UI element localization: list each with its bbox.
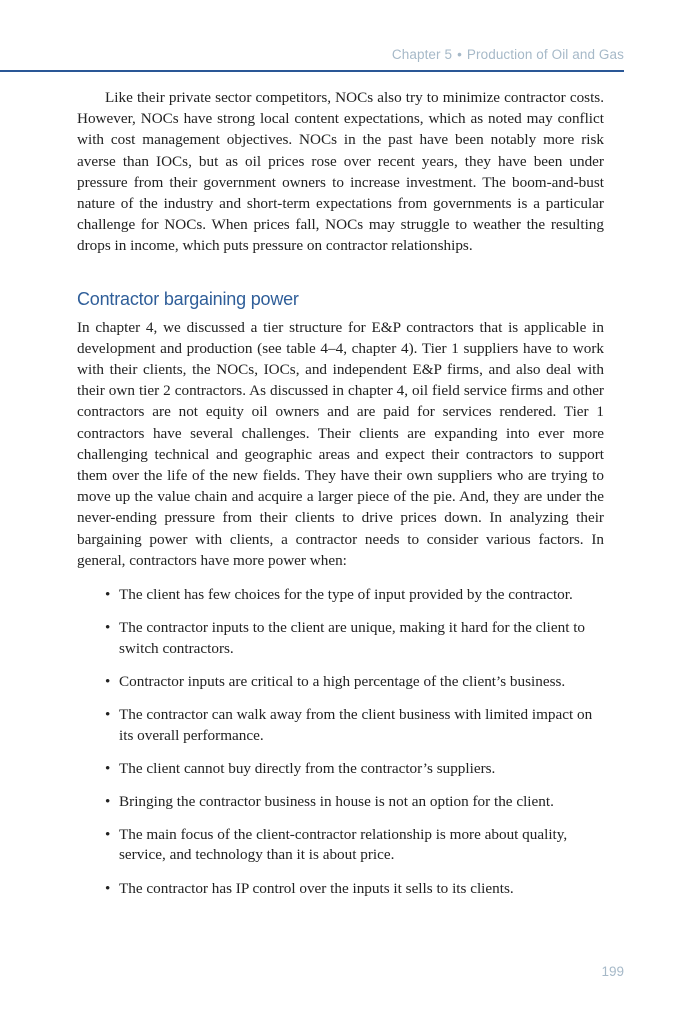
bullet-icon: • — [105, 586, 111, 604]
list-item-text: The client cannot buy directly from the contractor’s suppliers. — [119, 759, 496, 777]
list-item — [105, 585, 604, 606]
paragraph-bargaining-power: In chapter 4, we discussed a tier structure for E&P contractors that is applicable in development and production (see table 4–4, chapter 4). Tier 1 suppliers have to work with their clients, the NOCs, IOCs, and independent E&P firms, and also deal with their own tier 2 contractors. As discussed in chapter 4, oil field service firms and other contractors are not equity oil owners and are paid for services rendered. Tier 1 contractors have several challenges. Their clients are expanding into ever more challenging technical and geographic areas and expect their contractors to support them over the life of the new fields. They have their own suppliers who are trying to move up the value chain and acquire a larger piece of the pie. And, they are under the never-ending pressure from their clients to drive prices down. In analyzing their bargaining power with clients, a contractor needs to consider various factors. In general, contractors have more power when: — [77, 318, 604, 569]
page-number: 199 — [601, 964, 624, 979]
running-head — [392, 47, 624, 62]
list-item-text: The contractor inputs to the client are unique, making it hard for the client to switch contractors. — [119, 619, 586, 657]
list-item-text: The client has few choices for the type of input provided by the contractor. — [119, 586, 573, 604]
list-item — [105, 759, 604, 780]
list-item-text: The contractor can walk away from the client business with limited impact on its overall performance. — [119, 705, 593, 744]
list-item — [105, 879, 604, 900]
bullet-icon: • — [105, 619, 111, 637]
list-item — [105, 672, 604, 693]
bullet-icon: • — [105, 672, 111, 690]
list-item — [105, 792, 604, 813]
paragraph-intro: Like their private sector competitors, NOCs also try to minimize contractor costs. However, NOCs have strong local content expectations, which as noted may conflict with cost management objectives. NOCs in the past have been notably more risk averse than IOCs, but as oil prices rose over recent years, they have been under pressure from their government owners to increase investment. The boom-and-bust nature of the industry and short-term expectations from governments is a particular challenge for NOCs. When prices fall, NOCs may struggle to weather the resulting drops in income, which puts pressure on contractor relationships. — [77, 89, 604, 255]
running-head-separator: • — [457, 47, 462, 62]
list-item-text: The contractor has IP control over the inputs it sells to its clients. — [119, 879, 514, 897]
list-item — [105, 825, 604, 866]
section-heading: Contractor bargaining power — [77, 288, 299, 309]
bullet-icon: • — [105, 825, 111, 843]
list-item — [105, 618, 604, 659]
bullet-icon: • — [105, 879, 111, 897]
list-item-text: Bringing the contractor business in house is not an option for the client. — [119, 792, 554, 810]
header-rule — [0, 70, 624, 72]
bullet-list — [77, 585, 604, 899]
bullet-icon: • — [105, 792, 111, 810]
running-head-chapter: Chapter 5 — [391, 47, 453, 62]
bullet-icon: • — [105, 759, 111, 777]
list-item-text: The main focus of the client-contractor relationship is more about quality, service, and technology than it is about price. — [119, 825, 568, 864]
list-item — [105, 705, 604, 746]
running-head-section: Production of Oil and Gas — [466, 47, 624, 62]
bullet-icon: • — [105, 705, 111, 723]
list-item-text: Contractor inputs are critical to a high percentage of the client’s business. — [119, 672, 566, 690]
page-body — [77, 87, 604, 912]
